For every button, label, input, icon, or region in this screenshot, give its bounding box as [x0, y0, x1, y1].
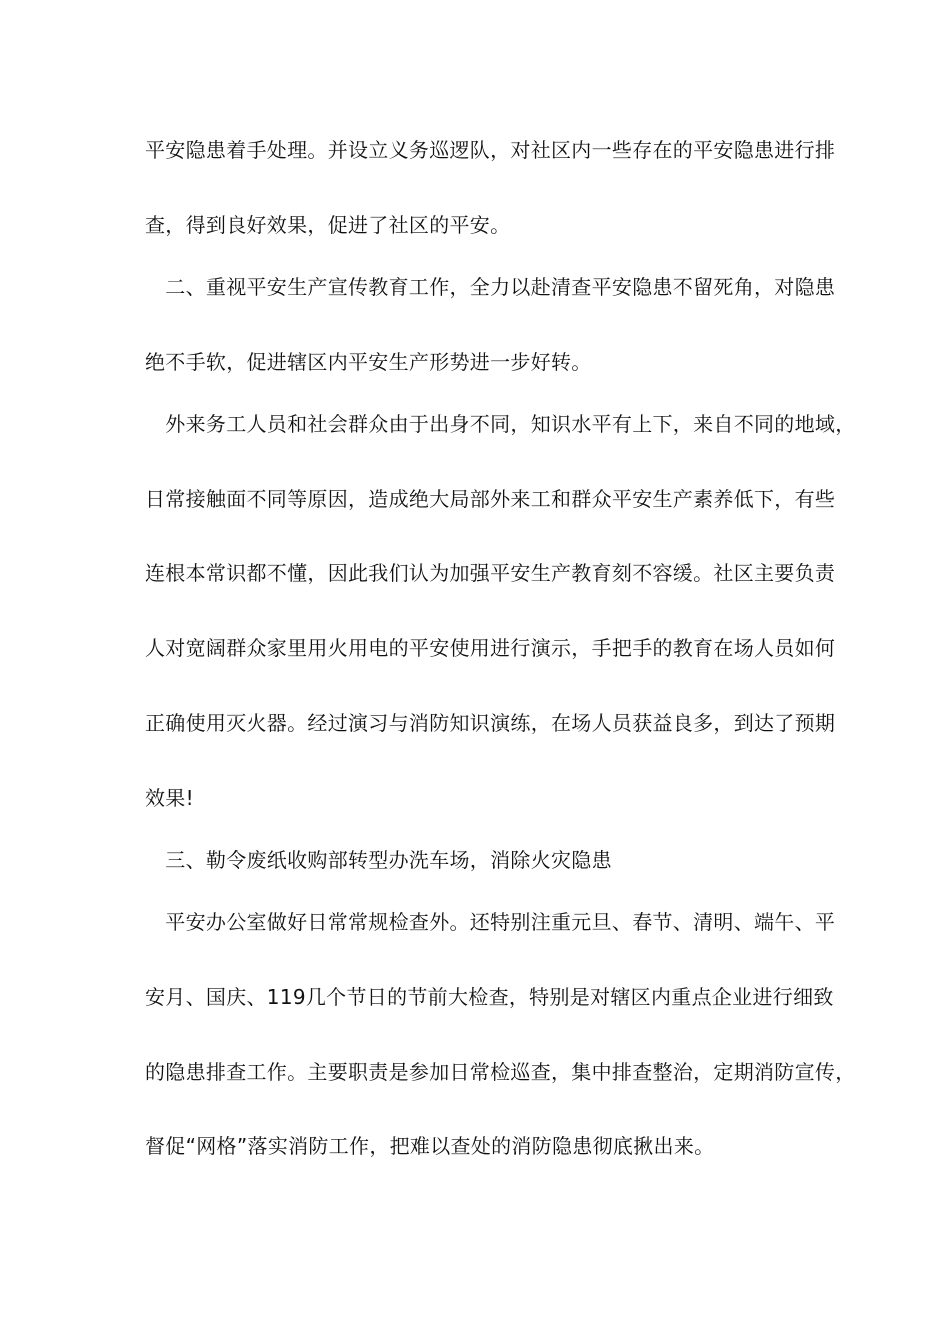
text-line: 正确使用灭火器。经过演习与消防知识演练，在场人员获益良多，到达了预期 [145, 711, 836, 735]
text-line: 平安办公室做好日常常规检查外。还特别注重元旦、春节、清明、端午、平 [145, 910, 836, 934]
text-line: 平安隐患着手处理。并设立义务巡逻队，对社区内一些存在的平安隐患进行排 [145, 138, 836, 162]
text-line: 人对宽阔群众家里用火用电的平安使用进行演示，手把手的教育在场人员如何 [145, 636, 836, 660]
text-line: 绝不手软，促进辖区内平安生产形势进一步好转。 [145, 350, 592, 374]
section-heading: 二、重视平安生产宣传教育工作，全力以赴清查平安隐患不留死角，对隐患 [145, 275, 836, 299]
text-line: 督促“网格”落实消防工作，把难以查处的消防隐患彻底揪出来。 [145, 1134, 715, 1158]
section-heading: 三、勒令废纸收购部转型办洗车场，消除火灾隐患 [145, 848, 612, 872]
text-line: 查，得到良好效果，促进了社区的平安。 [145, 213, 511, 237]
text-line: 日常接触面不同等原因，造成绝大局部外来工和群众平安生产素养低下，有些 [145, 487, 836, 511]
text-line: 连根本常识都不懂，因此我们认为加强平安生产教育刻不容缓。社区主要负责 [145, 561, 836, 585]
text-line: 的隐患排查工作。主要职责是参加日常检巡查，集中排查整治，定期消防宣传， [145, 1060, 856, 1084]
text-line: 外来务工人员和社会群众由于出身不同，知识水平有上下，来自不同的地域， [145, 412, 856, 436]
text-line: 安月、国庆、119几个节日的节前大检查，特别是对辖区内重点企业进行细致 [145, 985, 834, 1009]
text-line: 效果! [145, 786, 194, 810]
